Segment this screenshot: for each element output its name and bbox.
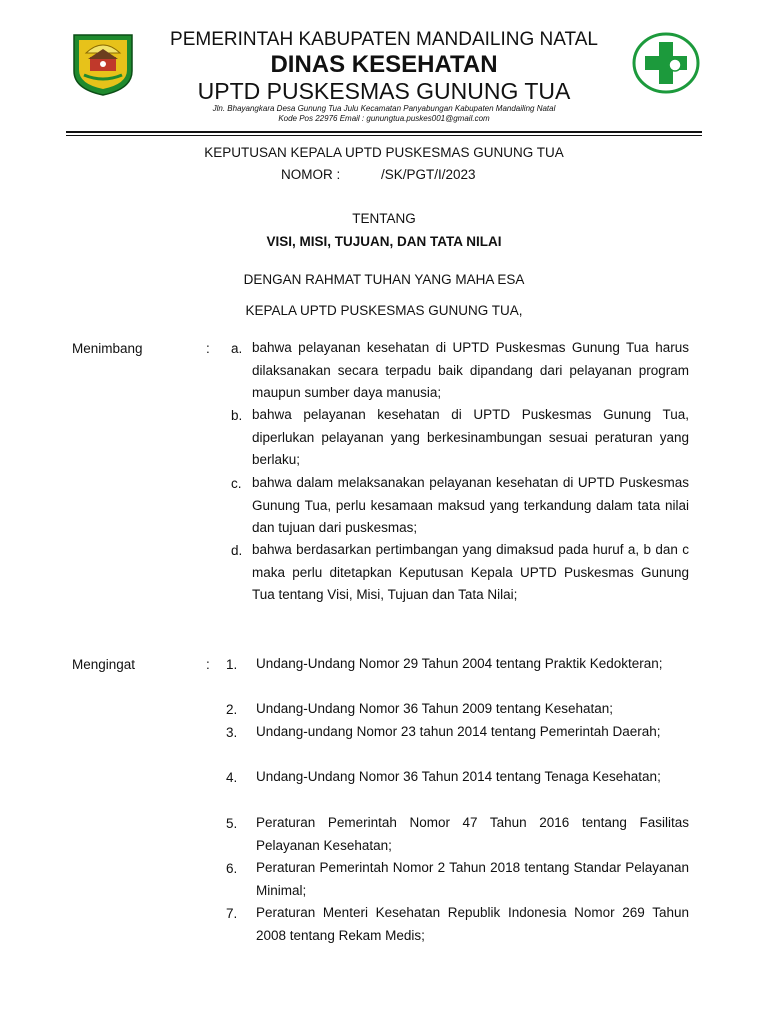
menimbang-mark-c: c.	[231, 476, 242, 491]
mengingat-item-2: Undang-Undang Nomor 36 Tahun 2009 tentang Kesehatan;	[256, 701, 614, 716]
menimbang-item-a: bahwa pelayanan kesehatan di UPTD Puskesmas Gunung Tua harus dilaksanakan secara terpadu baik dipandang dari pelayanan program maupun sumber daya manusia;	[252, 340, 689, 400]
mengingat-colon: :	[206, 657, 210, 672]
menimbang-item-d: bahwa berdasarkan pertimbangan yang dimaksud pada huruf a, b dan c maka perlu ditetapkan Keputusan Kepala UPTD Puskesmas Gunung Tua tentang Visi, Misi, Tujuan dan Tata Nilai;	[252, 542, 689, 602]
puskesmas-logo	[631, 32, 701, 94]
regency-emblem-logo	[68, 31, 138, 97]
mengingat-mark-6: 6.	[226, 861, 238, 876]
grace-formula: DENGAN RAHMAT TUHAN YANG MAHA ESA	[243, 272, 525, 287]
mengingat-item-6: Peraturan Pemerintah Nomor 2 Tahun 2018 tentang Standar Pelayanan Minimal;	[256, 860, 689, 898]
menimbang-colon: :	[206, 341, 210, 356]
mengingat-label: Mengingat	[72, 657, 136, 672]
header-agency-line: DINAS KESEHATAN	[270, 51, 498, 78]
header-government-line: PEMERINTAH KABUPATEN MANDAILING NATAL	[170, 29, 598, 50]
header-unit-line: UPTD PUSKESMAS GUNUNG TUA	[197, 78, 571, 104]
mengingat-item-1: Undang-Undang Nomor 29 Tahun 2004 tentang Praktik Kedokteran;	[256, 656, 663, 671]
mengingat-mark-7: 7.	[226, 906, 238, 921]
decree-number-value: /SK/PGT/I/2023	[381, 167, 476, 182]
mengingat-mark-5: 5.	[226, 816, 238, 831]
header-address: Jln. Bhayangkara Desa Gunung Tua Julu Kecamatan Panyabungan Kabupaten Mandailing Natal	[212, 104, 556, 113]
mengingat-item-5: Peraturan Pemerintah Nomor 47 Tahun 2016 tentang Fasilitas Pelayanan Kesehatan;	[256, 815, 689, 853]
mengingat-mark-1: 1.	[226, 657, 238, 672]
letterhead-rule-thin	[66, 135, 702, 136]
menimbang-item-b: bahwa pelayanan kesehatan di UPTD Puskesmas Gunung Tua, diperlukan pelayanan yang berkesinambungan sesuai peraturan yang berlaku;	[252, 407, 689, 467]
mengingat-item-4: Undang-Undang Nomor 36 Tahun 2014 tentang Tenaga Kesehatan;	[256, 769, 661, 784]
header-contact: Kode Pos 22976 Email : gunungtua.puskes001@gmail.com	[278, 114, 490, 123]
menimbang-label: Menimbang	[72, 341, 143, 356]
mengingat-item-3: Undang-undang Nomor 23 tahun 2014 tentang Pemerintah Daerah;	[256, 724, 661, 739]
tentang-label: TENTANG	[352, 211, 416, 226]
mengingat-item-7: Peraturan Menteri Kesehatan Republik Indonesia Nomor 269 Tahun 2008 tentang Rekam Medis;	[256, 905, 689, 943]
mengingat-mark-3: 3.	[226, 725, 238, 740]
menimbang-mark-a: a.	[231, 341, 243, 356]
mengingat-mark-2: 2.	[226, 702, 238, 717]
decree-subject: VISI, MISI, TUJUAN, DAN TATA NILAI	[266, 234, 502, 249]
menimbang-mark-d: d.	[231, 543, 243, 558]
issuer-title: KEPALA UPTD PUSKESMAS GUNUNG TUA,	[245, 303, 523, 318]
letterhead-rule	[66, 131, 702, 133]
mengingat-mark-4: 4.	[226, 770, 238, 785]
menimbang-item-c: bahwa dalam melaksanakan pelayanan kesehatan di UPTD Puskesmas Gunung Tua, perlu kesamaan maksud yang terkandung dalam tata nilai dan tujuan dari puskesmas;	[252, 475, 689, 535]
menimbang-mark-b: b.	[231, 408, 243, 423]
decree-number-label: NOMOR :	[281, 167, 341, 182]
decree-title: KEPUTUSAN KEPALA UPTD PUSKESMAS GUNUNG TUA	[204, 145, 564, 160]
